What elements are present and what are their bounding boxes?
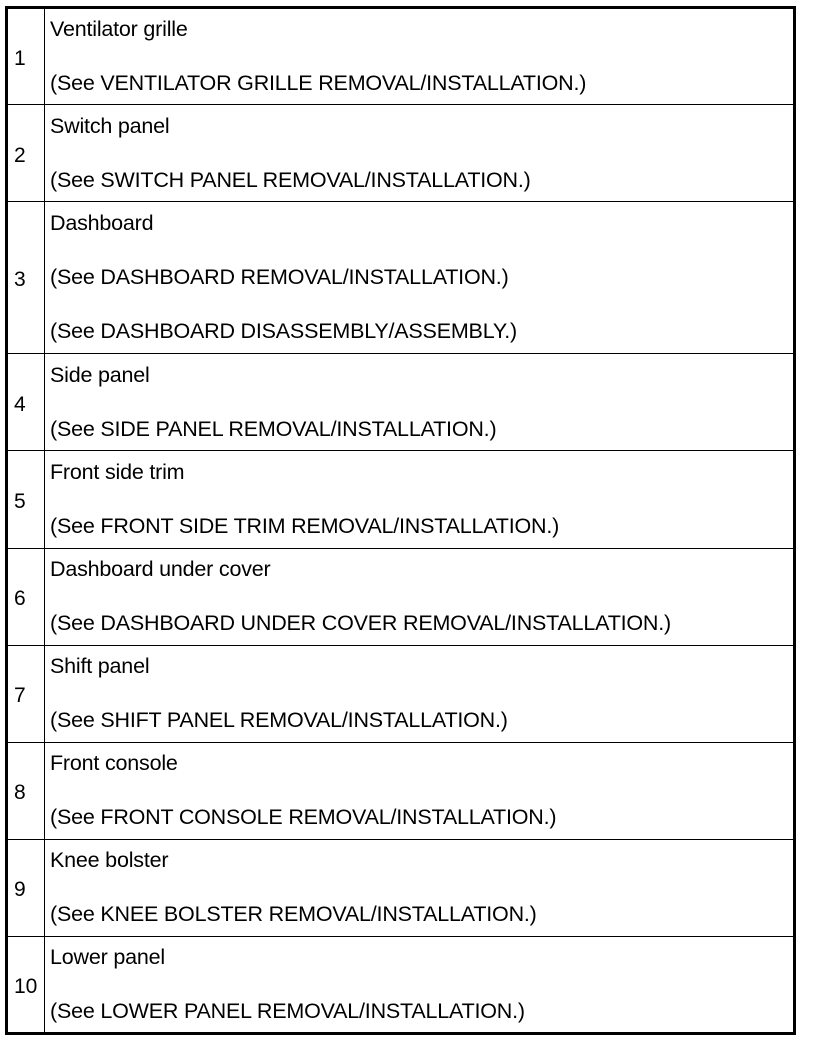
- procedure-reference: (See FRONT SIDE TRIM REMOVAL/INSTALLATION.): [50, 513, 560, 538]
- item-number: 6: [7, 548, 45, 645]
- item-number: 8: [7, 742, 45, 839]
- table-row: [7, 548, 795, 645]
- item-number: 4: [7, 354, 45, 451]
- item-description: [45, 105, 795, 202]
- procedure-reference: (See KNEE BOLSTER REMOVAL/INSTALLATION.): [50, 902, 537, 927]
- table-row: [7, 105, 795, 202]
- item-description: [45, 936, 795, 1033]
- item-number: 9: [7, 839, 45, 936]
- table-row: [7, 451, 795, 548]
- item-number: 10: [7, 936, 45, 1033]
- item-description: [45, 839, 795, 936]
- procedure-reference: (See DASHBOARD DISASSEMBLY/ASSEMBLY.): [50, 319, 517, 344]
- item-number: 7: [7, 645, 45, 742]
- item-description: [45, 645, 795, 742]
- item-number: 5: [7, 451, 45, 548]
- part-name: Ventilator grille: [50, 17, 188, 42]
- procedure-reference: (See SHIFT PANEL REMOVAL/INSTALLATION.): [50, 708, 508, 733]
- item-number: 1: [7, 8, 45, 105]
- procedure-reference: (See SIDE PANEL REMOVAL/INSTALLATION.): [50, 416, 497, 441]
- part-name: Front side trim: [50, 459, 185, 484]
- part-name: Dashboard: [50, 211, 154, 236]
- table-row: [7, 839, 795, 936]
- part-name: Knee bolster: [50, 848, 169, 873]
- table-row: [7, 8, 795, 105]
- table-row: [7, 202, 795, 354]
- item-description: [45, 548, 795, 645]
- procedure-reference: (See DASHBOARD UNDER COVER REMOVAL/INSTALLATION.): [50, 611, 671, 636]
- part-name: Shift panel: [50, 654, 150, 679]
- item-description: [45, 742, 795, 839]
- item-description: [45, 202, 795, 354]
- item-number: 2: [7, 105, 45, 202]
- table-row: [7, 354, 795, 451]
- part-name: Lower panel: [50, 944, 165, 969]
- item-number: 3: [7, 202, 45, 354]
- table-row: [7, 742, 795, 839]
- part-name: Dashboard under cover: [50, 557, 271, 582]
- table-row: [7, 936, 795, 1033]
- part-name: Switch panel: [50, 113, 170, 138]
- procedure-reference: (See FRONT CONSOLE REMOVAL/INSTALLATION.): [50, 805, 557, 830]
- parts-table: [5, 6, 796, 1035]
- procedure-reference: (See SWITCH PANEL REMOVAL/INSTALLATION.): [50, 167, 531, 192]
- procedure-reference: (See DASHBOARD REMOVAL/INSTALLATION.): [50, 265, 509, 290]
- procedure-reference: (See VENTILATOR GRILLE REMOVAL/INSTALLATION.): [50, 71, 587, 96]
- part-name: Side panel: [50, 362, 150, 387]
- item-description: [45, 451, 795, 548]
- item-description: [45, 354, 795, 451]
- table-row: [7, 645, 795, 742]
- part-name: Front console: [50, 751, 178, 776]
- procedure-reference: (See LOWER PANEL REMOVAL/INSTALLATION.): [50, 998, 525, 1023]
- item-description: [45, 8, 795, 105]
